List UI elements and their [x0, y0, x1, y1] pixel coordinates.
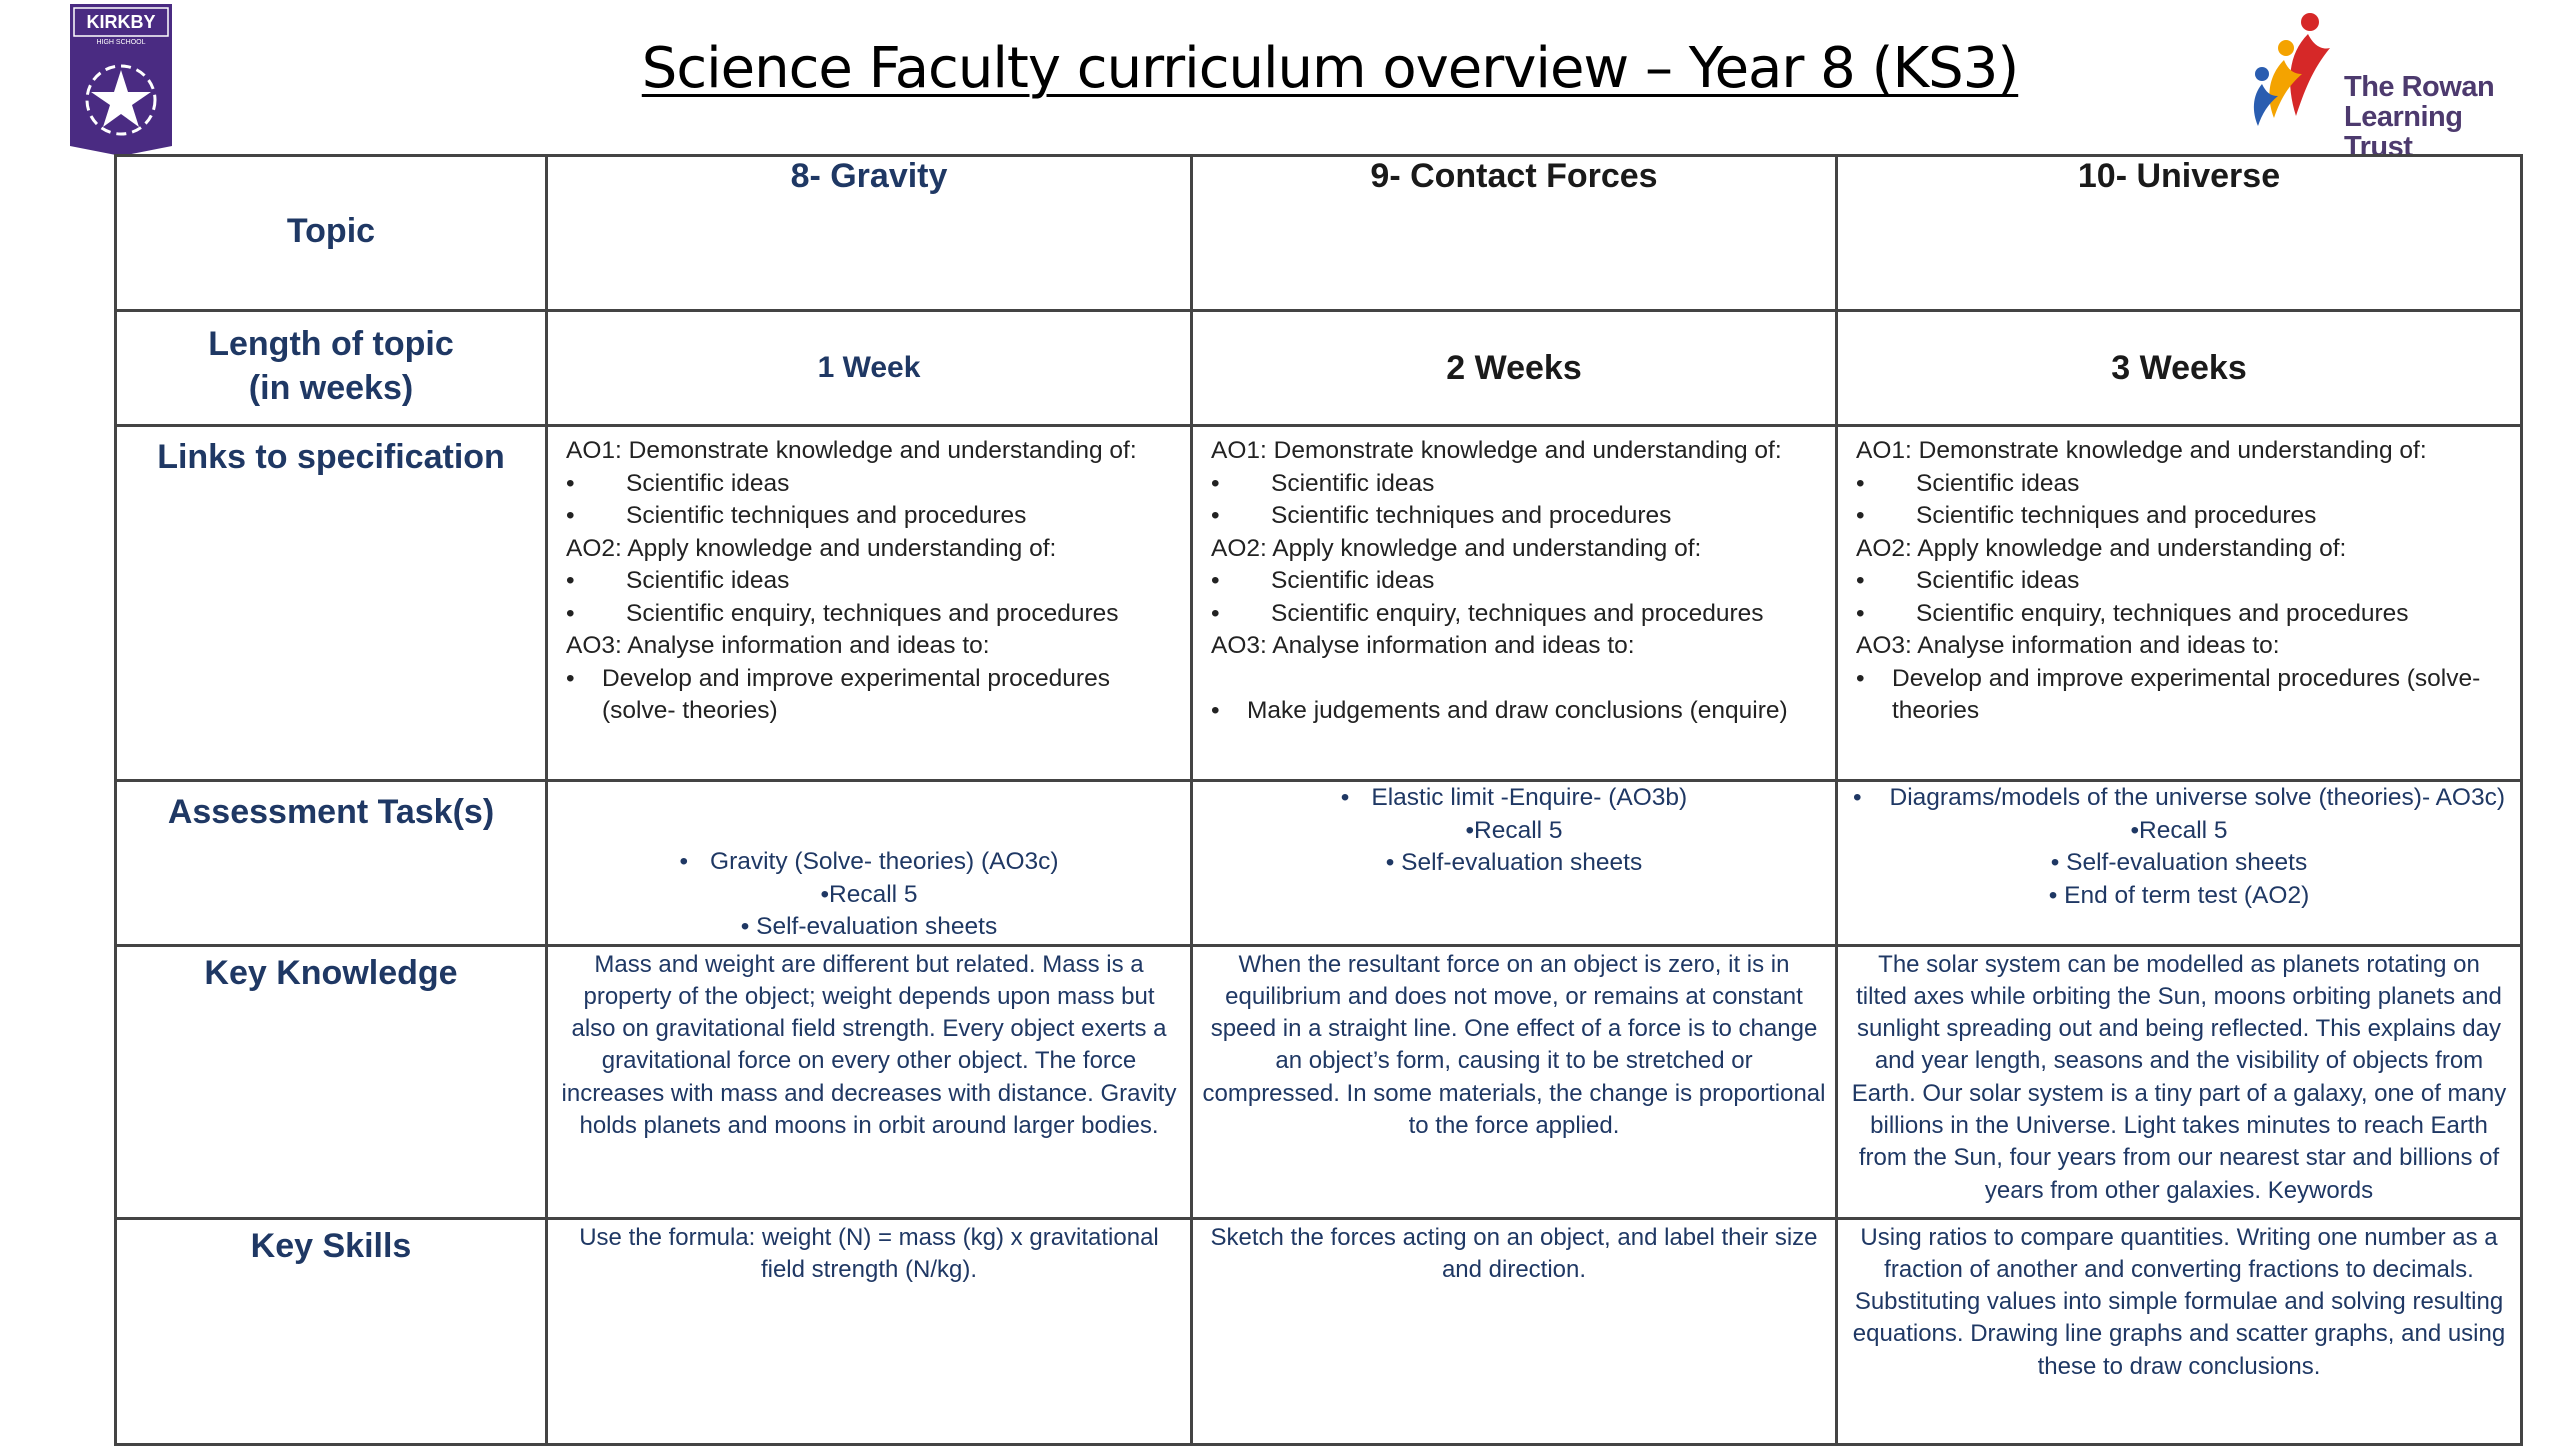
row-label-assessment: Assessment Task(s) [116, 781, 547, 946]
knowledge-contact-forces: When the resultant force on an object is zero, it is in equilibrium and does not move, or remains at constant speed in a straight line. One effect of a force is to change an object’s form, causing it to be stretched or compressed. In some materials, the change is proportional to the force applied. [1192, 945, 1837, 1218]
length-row [116, 311, 2522, 426]
skills-row [116, 1218, 2522, 1444]
knowledge-row [116, 945, 2522, 1218]
links-row [116, 426, 2522, 781]
length-contact-forces: 2 Weeks [1192, 311, 1837, 426]
school-logo-text: KIRKBY [86, 12, 156, 32]
assessment-universe: • Diagrams/models of the universe solve (theories)- AO3c) •Recall 5 • Self-evaluation sheets • End of term test (AO2) [1837, 781, 2522, 946]
topic-header-gravity [547, 156, 1192, 311]
row-label-knowledge: Key Knowledge [116, 945, 547, 1218]
row-label-skills: Key Skills [116, 1218, 547, 1444]
page-title: Science Faculty curriculum overview – Year 8 (KS3) [641, 36, 2019, 101]
topic-header-universe [1837, 156, 2522, 311]
row-label-length: Length of topic (in weeks) [116, 311, 547, 426]
length-gravity: 1 Week [547, 311, 1192, 426]
knowledge-universe: The solar system can be modelled as planets rotating on tilted axes while orbiting the Sun, moons orbiting planets and sunlight spreading out and being reflected. This explains day and year length, seasons and the visibility of objects from Earth. Our solar system is a tiny part of a galaxy, one of many billions in the Universe. Light takes minutes to reach Earth from the Sun, four years from our nearest star and billions of years from other galaxies. Keywords [1837, 945, 2522, 1218]
topic-name: 10- Universe [2077, 157, 2281, 195]
topic-row [116, 156, 2522, 311]
topic-name: 9- Contact Forces [1370, 157, 1658, 195]
spec-gravity: AO1: Demonstrate knowledge and understanding of: • Scientific ideas • Scientific techniques and procedures AO2: Apply knowledge and understanding of: • Scientific ideas • Scientific enquiry, techniques and procedures AO3: Analyse information and ideas to: • Develop and improve experimental procedures (solve- theories) [547, 426, 1192, 781]
topic-header-contact-forces [1192, 156, 1837, 311]
assessment-row [116, 781, 2522, 946]
skills-contact-forces: Sketch the forces acting on an object, and label their size and direction. [1192, 1218, 1837, 1444]
kirkby-school-logo [70, 4, 172, 156]
skills-gravity: Use the formula: weight (N) = mass (kg) x gravitational field strength (N/kg). [547, 1218, 1192, 1444]
spec-contact-forces: AO1: Demonstrate knowledge and understanding of: • Scientific ideas • Scientific techniques and procedures AO2: Apply knowledge and understanding of: • Scientific ideas • Scientific enquiry, techniques and procedures AO3: Analyse information and ideas to: • Make judgements and draw conclusions (enquire) [1192, 426, 1837, 781]
rowan-learning-trust-logo [2248, 4, 2514, 163]
knowledge-gravity: Mass and weight are different but related. Mass is a property of the object; weight depends upon mass but also on gravitational field strength. Every object exerts a gravitational force on every other object. The force increases with mass and decreases with distance. Gravity holds planets and moons in orbit around larger bodies. [547, 945, 1192, 1218]
rowan-figures-icon [2248, 4, 2358, 146]
row-label-topic: Topic [116, 156, 547, 311]
topic-name: 8- Gravity [790, 157, 948, 195]
trust-logo-line1: The Rowan [2344, 71, 2495, 103]
school-logo-subtext: HIGH SCHOOL [96, 39, 146, 46]
row-label-links: Links to specification [116, 426, 547, 781]
assessment-gravity: • Gravity (Solve- theories) (AO3c) •Recall 5 • Self-evaluation sheets [547, 781, 1192, 946]
skills-universe: Using ratios to compare quantities. Writing one number as a fraction of another and converting fractions to decimals. Substituting values into simple formulae and solving resulting equations. Drawing line graphs and scatter graphs, and using these to draw conclusions. [1837, 1218, 2522, 1444]
trust-logo-line2: Learning Trust [2344, 101, 2463, 163]
assessment-contact-forces: • Elastic limit -Enquire- (AO3b) •Recall 5 • Self-evaluation sheets [1192, 781, 1837, 946]
spec-universe: AO1: Demonstrate knowledge and understanding of: • Scientific ideas • Scientific techniques and procedures AO2: Apply knowledge and understanding of: • Scientific ideas • Scientific enquiry, techniques and procedures AO3: Analyse information and ideas to: • Develop and improve experimental procedures (solve- theories [1837, 426, 2522, 781]
length-universe: 3 Weeks [1837, 311, 2522, 426]
curriculum-table [114, 154, 2523, 1446]
